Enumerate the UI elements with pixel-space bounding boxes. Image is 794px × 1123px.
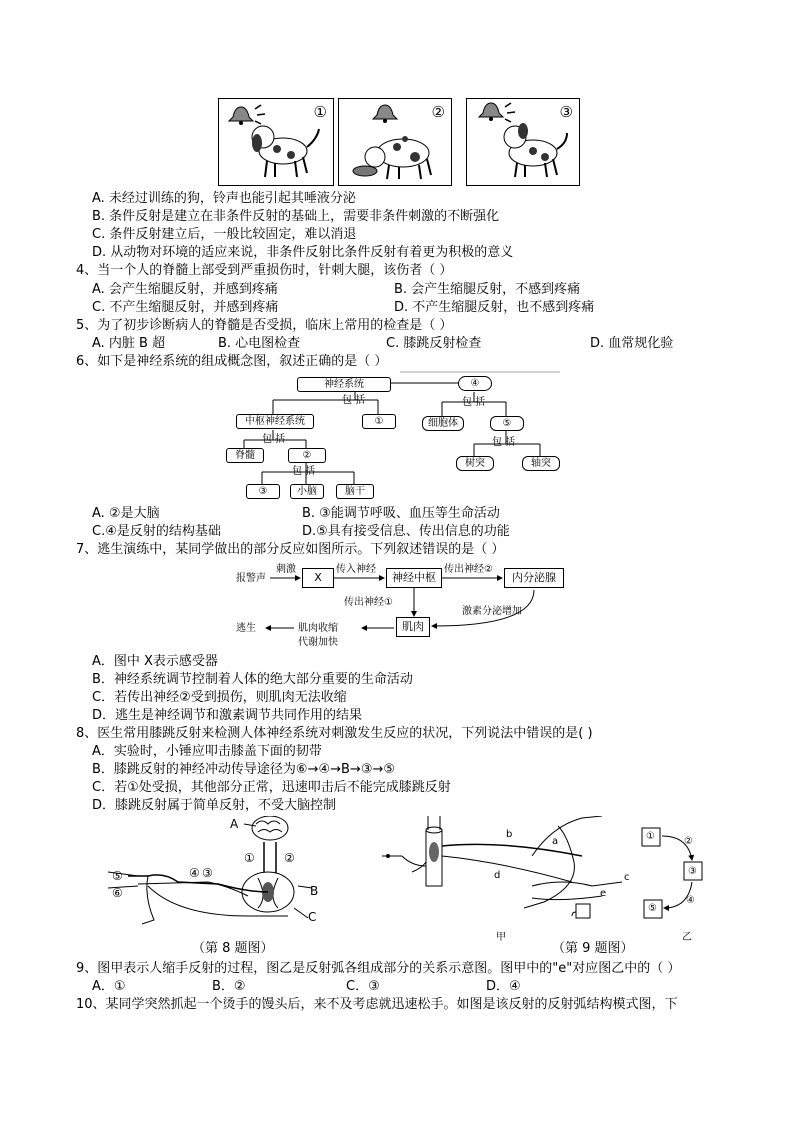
q8-label-4: ④ xyxy=(189,866,200,880)
q9-node-5: ⑤ xyxy=(648,903,657,914)
map-node-cerebellum: 小脑 xyxy=(290,484,324,499)
map-node-4: ④ xyxy=(458,376,492,391)
q9-label-e: e xyxy=(600,888,607,899)
q4-option-a: A. 会产生缩腿反射，并感到疼痛 xyxy=(92,282,278,297)
q5-option-a: A. 内脏 B 超 xyxy=(92,336,166,351)
q7-afferent-label: 传入神经 xyxy=(336,564,376,575)
q8-label-1: ① xyxy=(244,851,255,865)
q8-label-c: C xyxy=(308,910,317,924)
q5-option-d: D. 血常规化验 xyxy=(590,336,674,351)
map-include-label: 包 括 xyxy=(462,397,486,408)
q8-label-a: A xyxy=(230,817,239,831)
q3-option-a: A. 未经过训练的狗，铃声也能引起其唾液分泌 xyxy=(92,191,356,206)
panel-number: ① xyxy=(313,103,327,121)
q3-option-c: C. 条件反射建立后，一般比较固定，难以消退 xyxy=(92,227,357,242)
q8-label-2: ② xyxy=(284,851,295,865)
map-include-label: 包 括 xyxy=(262,434,286,445)
q7-option-b: B．神经系统调节控制着人体的绝大部分重要的生命活动 xyxy=(92,672,413,687)
q8-option-a: A．实验时，小锤应叩击膝盖下面的韧带 xyxy=(92,744,322,759)
q9-label-c: c xyxy=(624,872,630,883)
dog-picture-3 xyxy=(466,98,580,186)
q3-option-b: B. 条件反射是建立在非条件反射的基础上，需要非条件刺激的不断强化 xyxy=(92,209,500,224)
map-node-1: ① xyxy=(362,414,396,429)
q6-option-a: A. ②是大脑 xyxy=(92,506,160,521)
q7-node-muscle: 肌肉 xyxy=(396,617,430,637)
map-node-dendrite: 树突 xyxy=(456,456,494,471)
q8-stem: 8、医生常用膝跳反射来检测人体神经系统对刺激发生反应的状况，下列说法中错误的是( ) xyxy=(76,726,593,741)
q8-label-3: ③ xyxy=(202,866,213,880)
q4-stem: 4、当一个人的脊髓上部受到严重损伤时，针刺大腿，该伤者（ ） xyxy=(76,263,453,278)
q9-option-a: A．① xyxy=(92,979,126,994)
q7-stimulus-label: 刺激 xyxy=(276,564,296,575)
map-include-label: 包 括 xyxy=(342,395,366,406)
q6-stem: 6、如下是神经系统的组成概念图，叙述正确的是（ ） xyxy=(76,354,388,369)
q7-option-d: D．逃生是神经调节和激素调节共同作用的结果 xyxy=(92,708,363,723)
q7-stem: 7、逃生演练中，某同学做出的部分反应如图所示。下列叙述错误的是（ ） xyxy=(76,542,505,557)
q5-stem: 5、为了初步诊断病人的脊髓是否受损，临床上常用的检查是（ ） xyxy=(76,318,453,333)
q7-metabolism-label: 代谢加快 xyxy=(298,637,338,648)
map-node-cns: 中枢神经系统 xyxy=(236,414,314,429)
q10-stem: 10、某同学突然抓起一个烫手的馒头后，来不及考虑就迅速松手。如图是该反射的反射弧结构模式图，下 xyxy=(76,997,678,1012)
q7-escape-label: 逃生 xyxy=(236,623,256,634)
q9-label-d: d xyxy=(494,870,501,881)
q9-node-3: ③ xyxy=(688,866,697,877)
map-node-cell-body: 细胞体 xyxy=(422,416,464,431)
q9-node-1: ① xyxy=(646,831,655,842)
q7-efferent1-label: 传出神经① xyxy=(344,597,393,608)
q7-efferent2-label: 传出神经② xyxy=(444,564,493,575)
map-node-2: ② xyxy=(288,448,326,463)
q9-label-a: a xyxy=(552,836,559,847)
q9-node-2: ② xyxy=(684,836,693,847)
q8-option-c: C．若①处受损，其他部分正常，迅速叩击后不能完成膝跳反射 xyxy=(92,780,451,795)
dog-picture-1 xyxy=(218,98,334,186)
q9-node-4: ④ xyxy=(686,895,695,906)
q9-caption: （第 9 题图） xyxy=(552,941,634,956)
q8-label-5: ⑤ xyxy=(112,869,123,883)
q9-option-d: D．④ xyxy=(486,979,521,994)
q5-option-c: C. 膝跳反射检查 xyxy=(386,336,482,351)
q8-option-d: D．膝跳反射属于简单反射，不受大脑控制 xyxy=(92,798,337,813)
map-node-nervous-system: 神经系统 xyxy=(297,377,391,392)
q7-node-x: X xyxy=(302,568,334,588)
q4-option-b: B. 会产生缩腿反射，不感到疼痛 xyxy=(394,282,581,297)
q6-option-d: D.⑤具有接受信息、传出信息的功能 xyxy=(302,524,510,539)
q4-option-d: D. 不产生缩腿反射，也不感到疼痛 xyxy=(394,300,595,315)
q7-node-center: 神经中枢 xyxy=(386,568,442,588)
q7-hormone-label: 激素分泌增加 xyxy=(462,606,522,617)
map-include-label: 包 括 xyxy=(292,466,316,477)
q7-option-a: A．图中 X表示感受器 xyxy=(92,654,218,669)
q7-option-c: C．若传出神经②受到损伤，则肌肉无法收缩 xyxy=(92,690,347,705)
map-node-axon: 轴突 xyxy=(522,456,560,471)
q7-contract-label: 肌肉收缩 xyxy=(298,623,338,634)
q8-caption: （第 8 题图） xyxy=(192,941,274,956)
q4-option-c: C. 不产生缩腿反射，并感到疼痛 xyxy=(92,300,279,315)
q6-option-c: C.④是反射的结构基础 xyxy=(92,524,221,539)
q5-option-b: B. 心电图检查 xyxy=(218,336,301,351)
dog-picture-2 xyxy=(338,98,452,186)
map-node-spinal-cord: 脊髓 xyxy=(226,448,264,463)
q9-figure-jia: 甲 xyxy=(496,932,506,943)
q6-concept-map-lines xyxy=(0,370,794,520)
q9-option-b: B．② xyxy=(212,979,246,994)
panel-number: ② xyxy=(431,103,445,121)
q9-figure-yi: 乙 xyxy=(682,932,692,943)
q8-label-6: ⑥ xyxy=(112,886,123,900)
map-node-5: ⑤ xyxy=(490,416,524,431)
map-node-brainstem: 脑干 xyxy=(336,484,374,499)
map-include-label: 包 括 xyxy=(492,437,516,448)
q7-node-gland: 内分泌腺 xyxy=(504,568,564,588)
q3-option-d: D. 从动物对环境的适应来说，非条件反射比条件反射有着更为积极的意义 xyxy=(92,245,514,260)
q8-label-b: B xyxy=(310,884,319,898)
q9-option-c: C．③ xyxy=(346,979,380,994)
q7-alarm-label: 报警声 xyxy=(236,573,266,584)
q9-stem: 9、图甲表示人缩手反射的过程，图乙是反射弧各组成部分的关系示意图。图甲中的"e"对应图乙中的（ ） xyxy=(76,961,681,976)
q9-label-b: b xyxy=(506,829,513,840)
q6-option-b: B. ③能调节呼吸、血压等生命活动 xyxy=(302,506,500,521)
panel-number: ③ xyxy=(559,103,573,121)
map-node-3: ③ xyxy=(246,484,280,499)
q8-option-b: B．膝跳反射的神经冲动传导途径为⑥→④→B→③→⑤ xyxy=(92,762,396,777)
